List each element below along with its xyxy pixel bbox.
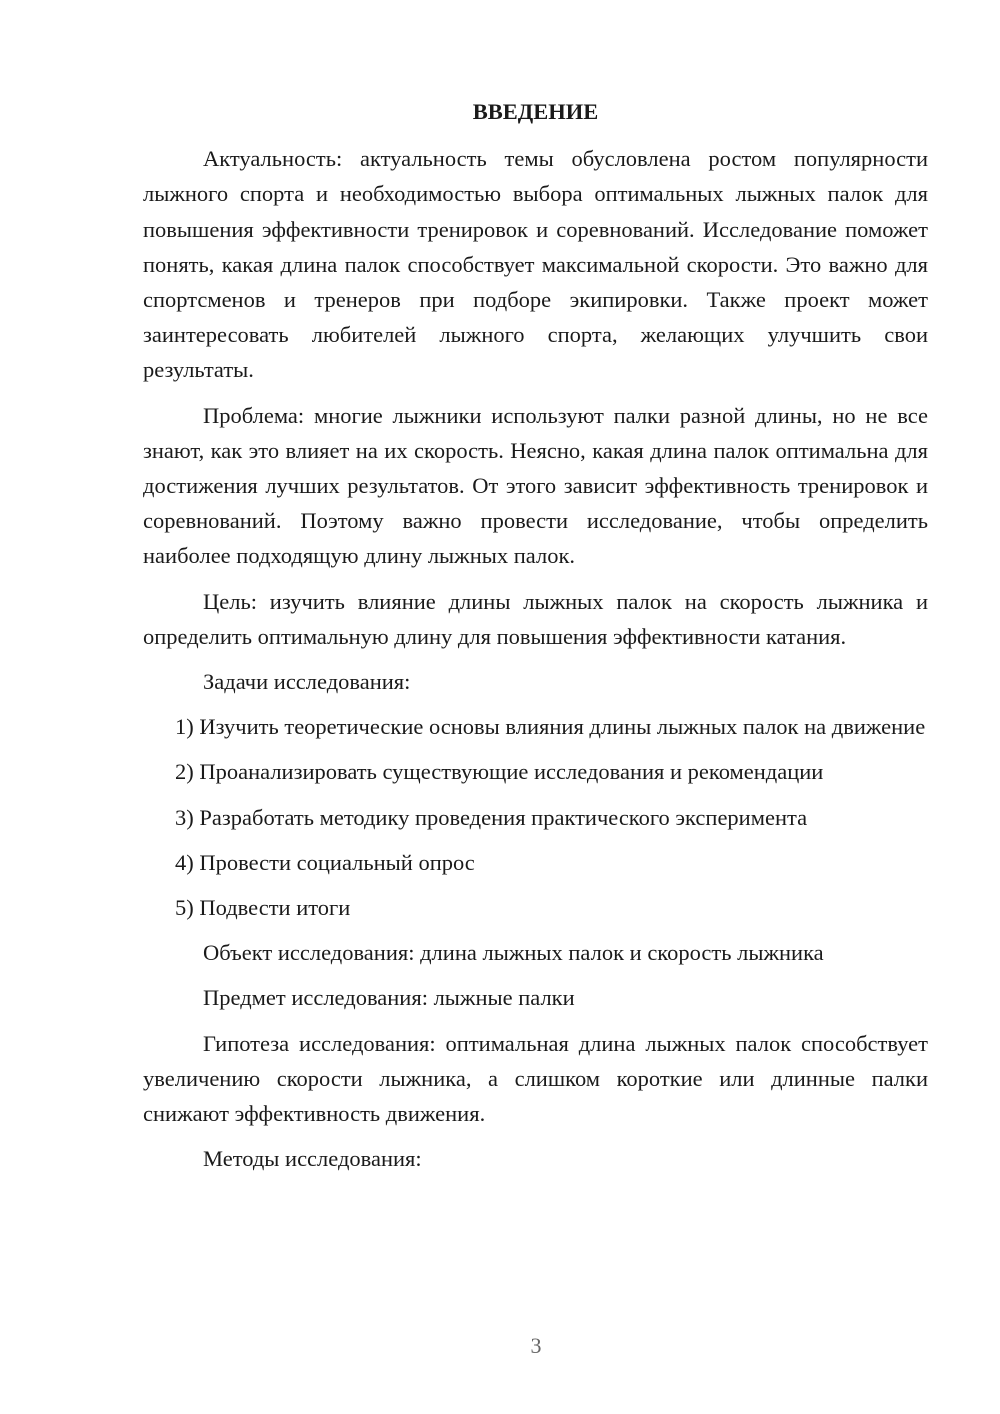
- goal-paragraph: Цель: изучить влияние длины лыжных палок на скорость лыжника и определить оптимальную длину для повышения эффективности катания.: [143, 588, 928, 649]
- task-item: 4) Провести социальный опрос: [175, 849, 475, 875]
- document-body: [143, 94, 928, 1186]
- subject-paragraph: Предмет исследования: лыжные палки: [203, 985, 575, 1011]
- tasks-heading: Задачи исследования:: [203, 669, 411, 695]
- task-item: 2) Проанализировать существующие исследования и рекомендации: [175, 759, 824, 785]
- relevance-paragraph: Актуальность: актуальность темы обусловлена ростом популярности лыжного спорта и необходимостью выбора оптимальных лыжных палок для повышения эффективности тренировок и соревнований. Исследование поможет понять, какая длина палок способствует максимальной скорости. Это важно для спортсменов и тренеров при подборе экипировки. Также проект может заинтересовать любителей лыжного спорта, желающих улучшить свои результаты.: [143, 146, 928, 383]
- task-item: 3) Разработать методику проведения практического эксперимента: [175, 804, 808, 830]
- methods-heading: Методы исследования:: [203, 1146, 422, 1172]
- task-item: 1) Изучить теоретические основы влияния длины лыжных палок на движение: [175, 714, 926, 740]
- hypothesis-paragraph: Гипотеза исследования: оптимальная длина лыжных палок способствует увеличению скорости лыжника, а слишком короткие или длинные палки снижают эффективность движения.: [143, 1030, 928, 1127]
- object-paragraph: Объект исследования: длина лыжных палок и скорость лыжника: [203, 940, 824, 966]
- task-item: 5) Подвести итоги: [175, 895, 351, 921]
- tasks-list: [143, 709, 928, 925]
- problem-paragraph: Проблема: многие лыжники используют палки разной длины, но не все знают, как это влияет на их скорость. Неясно, какая длина палок оптимальна для достижения лучших результатов. От этого зависит эффективность тренировок и соревнований. Поэтому важно провести исследование, чтобы определить наиболее подходящую длину лыжных палок.: [143, 402, 928, 569]
- page-title: ВВЕДЕНИЕ: [472, 99, 599, 124]
- page-number: 3: [530, 1333, 542, 1358]
